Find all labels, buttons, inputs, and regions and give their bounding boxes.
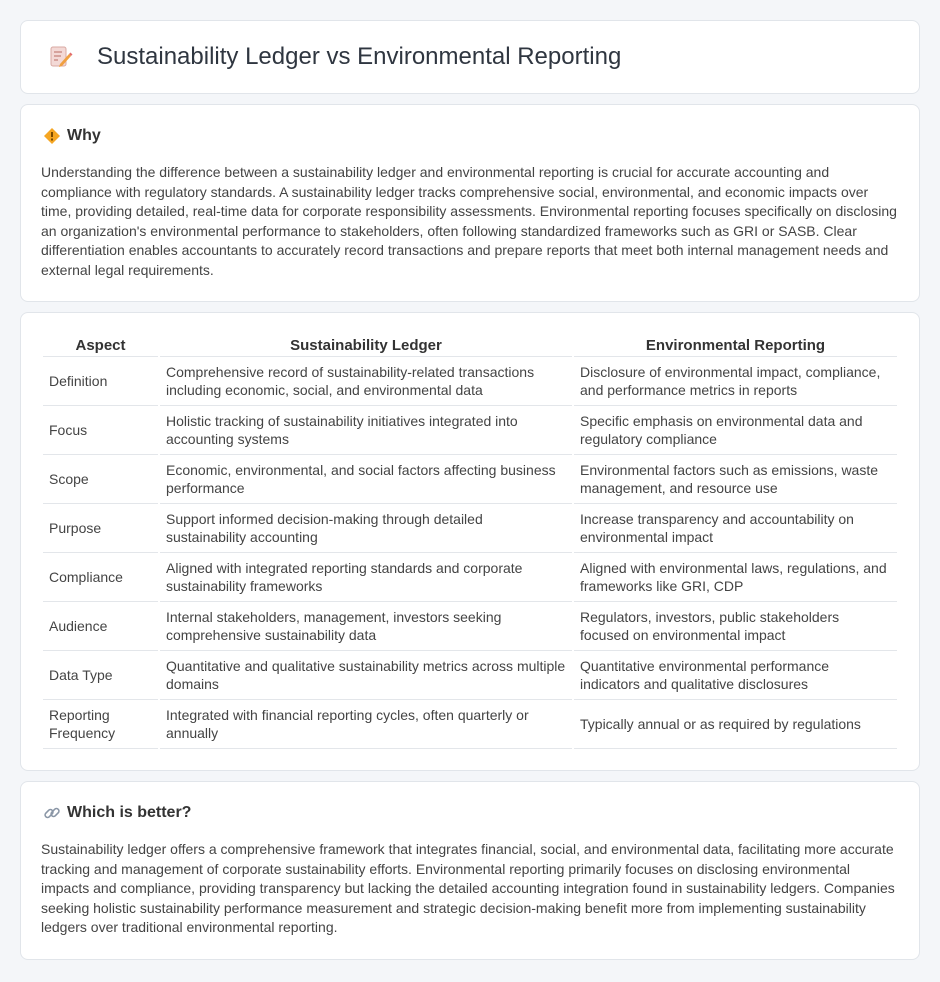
aspect-cell: Focus — [43, 406, 158, 455]
aspect-cell: Data Type — [43, 651, 158, 700]
table-row — [43, 455, 897, 504]
reporting-cell: Quantitative environmental performance indicators and qualitative disclosures — [574, 651, 897, 700]
table-row — [43, 357, 897, 406]
aspect-cell: Scope — [43, 455, 158, 504]
why-title: Why — [67, 127, 101, 144]
header-card — [20, 20, 920, 94]
table-row — [43, 406, 897, 455]
aspect-cell: Audience — [43, 602, 158, 651]
ledger-cell: Aligned with integrated reporting standards and corporate sustainability frameworks — [160, 553, 572, 602]
table-row — [43, 602, 897, 651]
why-text: Understanding the difference between a sustainability ledger and environmental reporting is crucial for accurate accounting and compliance with regulatory standards. A sustainability ledger tracks comprehensive social, environmental, and economic impacts over time, providing detailed, real-time data for corporate responsibility assessments. Environmental reporting focuses specifically on disclosing an organization's environmental performance to stakeholders, often following standardized frameworks such as GRI or SASB. Clear differentiation enables accountants to accurately record transactions and prepare reports that meet both internal management needs and external legal requirements. — [41, 164, 897, 278]
aspect-cell: Compliance — [43, 553, 158, 602]
column-header-aspect: Aspect — [43, 335, 158, 357]
column-header-ledger: Sustainability Ledger — [160, 335, 572, 357]
ledger-cell: Integrated with financial reporting cycles, often quarterly or annually — [160, 700, 572, 749]
diamond-warning-icon — [43, 127, 61, 145]
document-pencil-icon — [45, 42, 75, 72]
aspect-cell: Reporting Frequency — [43, 700, 158, 749]
ledger-cell: Comprehensive record of sustainability-related transactions including economic, social, and environmental data — [160, 357, 572, 406]
which-is-better-section — [20, 781, 920, 960]
better-heading — [43, 804, 899, 822]
reporting-cell: Specific emphasis on environmental data and regulatory compliance — [574, 406, 897, 455]
reporting-cell: Aligned with environmental laws, regulations, and frameworks like GRI, CDP — [574, 553, 897, 602]
aspect-cell: Purpose — [43, 504, 158, 553]
why-heading — [43, 127, 899, 145]
ledger-cell: Holistic tracking of sustainability initiatives integrated into accounting systems — [160, 406, 572, 455]
link-icon — [43, 804, 61, 822]
comparison-table-card — [20, 312, 920, 771]
table-row — [43, 700, 897, 749]
reporting-cell: Regulators, investors, public stakeholders focused on environmental impact — [574, 602, 897, 651]
table-header-row — [43, 335, 897, 357]
reporting-cell: Environmental factors such as emissions, waste management, and resource use — [574, 455, 897, 504]
aspect-cell: Definition — [43, 357, 158, 406]
reporting-cell: Disclosure of environmental impact, compliance, and performance metrics in reports — [574, 357, 897, 406]
page-title: Sustainability Ledger vs Environmental Reporting — [97, 43, 622, 70]
better-text: Sustainability ledger offers a comprehensive framework that integrates financial, social, and environmental data, facilitating more accurate tracking and management of corporate sustainability efforts. Environmental reporting primarily focuses on disclosing environmental impacts and compliance, providing transparency but lacking the detailed accounting integration found in sustainability ledgers. Companies seeking holistic sustainability performance measurement and strategic decision-making benefit more from implementing sustainability ledgers over traditional environmental reporting. — [41, 841, 895, 935]
column-header-reporting: Environmental Reporting — [574, 335, 897, 357]
ledger-cell: Economic, environmental, and social factors affecting business performance — [160, 455, 572, 504]
reporting-cell: Typically annual or as required by regulations — [574, 700, 897, 749]
better-title: Which is better? — [67, 804, 192, 821]
reporting-cell: Increase transparency and accountability on environmental impact — [574, 504, 897, 553]
comparison-table — [41, 335, 899, 749]
table-row — [43, 504, 897, 553]
ledger-cell: Support informed decision-making through detailed sustainability accounting — [160, 504, 572, 553]
why-section — [20, 104, 920, 302]
ledger-cell: Internal stakeholders, management, investors seeking comprehensive sustainability data — [160, 602, 572, 651]
ledger-cell: Quantitative and qualitative sustainability metrics across multiple domains — [160, 651, 572, 700]
table-row — [43, 553, 897, 602]
table-row — [43, 651, 897, 700]
